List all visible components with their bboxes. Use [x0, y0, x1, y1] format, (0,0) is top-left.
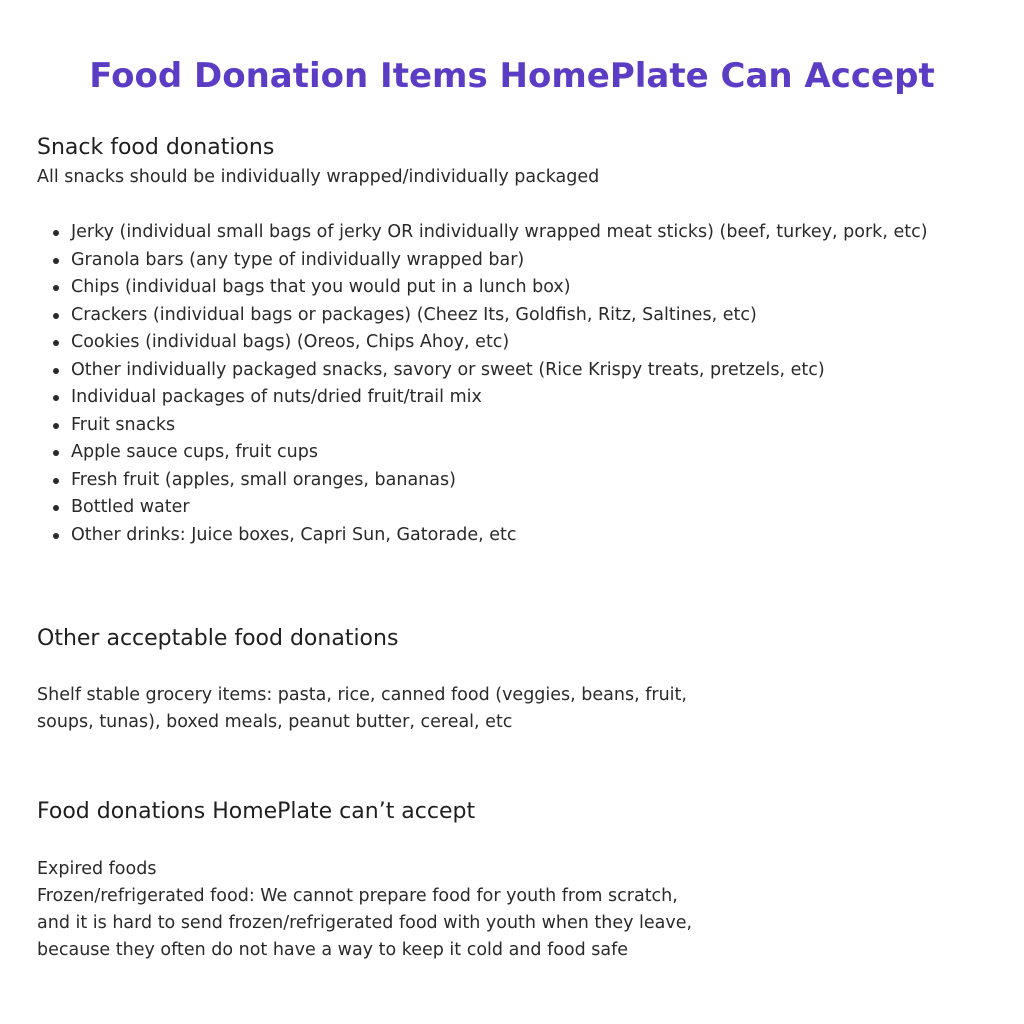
cant-accept-line: Frozen/refrigerated food: We cannot prepare food for youth from scratch, — [37, 886, 678, 906]
list-item: Fresh fruit (apples, small oranges, bananas) — [71, 467, 1001, 495]
section-heading-other: Other acceptable food donations — [37, 626, 399, 651]
list-item: Individual packages of nuts/dried fruit/trail mix — [71, 384, 1001, 412]
cant-accept-line: and it is hard to send frozen/refrigerated food with youth when they leave, — [37, 913, 693, 933]
list-item: Bottled water — [71, 494, 1001, 522]
list-item: Crackers (individual bags or packages) (Cheez Its, Goldfish, Ritz, Saltines, etc) — [71, 302, 1001, 330]
list-item: Jerky (individual small bags of jerky OR individually wrapped meat sticks) (beef, turkey, pork, etc) — [71, 219, 1001, 247]
cant-accept-line: because they often do not have a way to keep it cold and food safe — [37, 940, 629, 960]
other-text-line: Shelf stable grocery items: pasta, rice, canned food (veggies, beans, fruit, — [37, 685, 687, 705]
list-item: Granola bars (any type of individually wrapped bar) — [71, 247, 1001, 275]
list-item: Apple sauce cups, fruit cups — [71, 439, 1001, 467]
list-item: Other drinks: Juice boxes, Capri Sun, Gatorade, etc — [71, 522, 1001, 550]
list-item: Cookies (individual bags) (Oreos, Chips Ahoy, etc) — [71, 329, 1001, 357]
section-heading-snack: Snack food donations — [37, 135, 275, 160]
section-heading-cant-accept: Food donations HomePlate can’t accept — [37, 799, 476, 824]
other-text-line: soups, tunas), boxed meals, peanut butter, cereal, etc — [37, 712, 513, 732]
cant-accept-line: Expired foods — [37, 859, 157, 879]
page-title: Food Donation Items HomePlate Can Accept — [89, 56, 935, 96]
list-item: Other individually packaged snacks, savory or sweet (Rice Krispy treats, pretzels, etc) — [71, 357, 1001, 385]
snack-list — [37, 219, 1001, 549]
list-item: Fruit snacks — [71, 412, 1001, 440]
list-item: Chips (individual bags that you would put in a lunch box) — [71, 274, 1001, 302]
snack-note: All snacks should be individually wrapped/individually packaged — [37, 167, 600, 187]
